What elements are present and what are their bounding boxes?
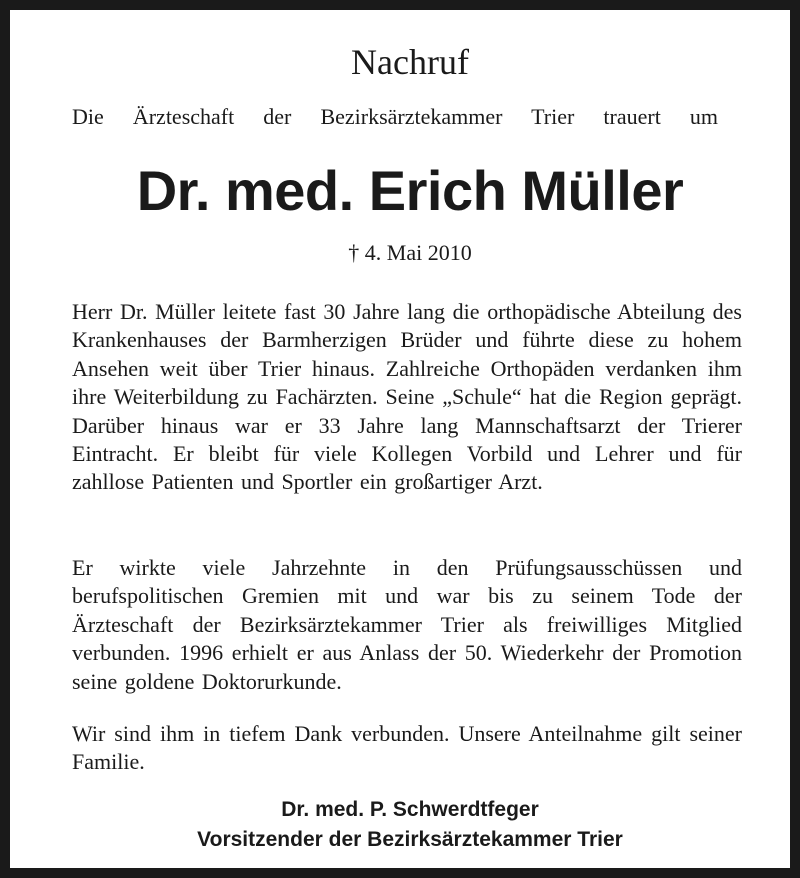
death-date: † 4. Mai 2010: [348, 240, 472, 265]
signature-role: Vorsitzender der Bezirksärztekammer Trier: [197, 828, 623, 851]
body-paragraph-condolence: Wir sind ihm in tiefem Dank verbunden. Unsere Anteilnahme gilt seiner Familie.: [72, 721, 742, 775]
body-paragraph-committees: Er wirkte viele Jahrzehnte in den Prüfungsausschüssen und berufspolitischen Gremien mit und war bis zu seinem Tode der Ärzteschaft der Bezirksärztekammer Trier als freiwilliges Mitglied verbunden. 1996 erhielt er aus Anlass der 50. Wiederkehr der Promotion seine goldene Doktorurkunde.: [72, 555, 742, 694]
deceased-name: Dr. med. Erich Müller: [136, 159, 684, 222]
notice-title: Nachruf: [351, 42, 469, 82]
signature-name: Dr. med. P. Schwerdtfeger: [281, 798, 539, 821]
body-paragraph-career: Herr Dr. Müller leitete fast 30 Jahre lang die orthopädische Abteilung des Krankenhauses der Barmherzigen Brüder und führte diese zu hohem Ansehen weit über Trier hinaus. Zahlreiche Orthopäden verdanken ihm ihre Weiterbildung zu Fachärzten. Seine „Schule“ hat die Region geprägt. Darüber hinaus war er 33 Jahre lang Mannschaftsarzt der Trierer Eintracht. Er bleibt für viele Kollegen Vorbild und Lehrer und für zahllose Patienten und Sportler ein großartiger Arzt.: [72, 299, 742, 495]
intro-line: Die Ärzteschaft der Bezirksärztekammer Trier trauert um: [72, 104, 718, 129]
